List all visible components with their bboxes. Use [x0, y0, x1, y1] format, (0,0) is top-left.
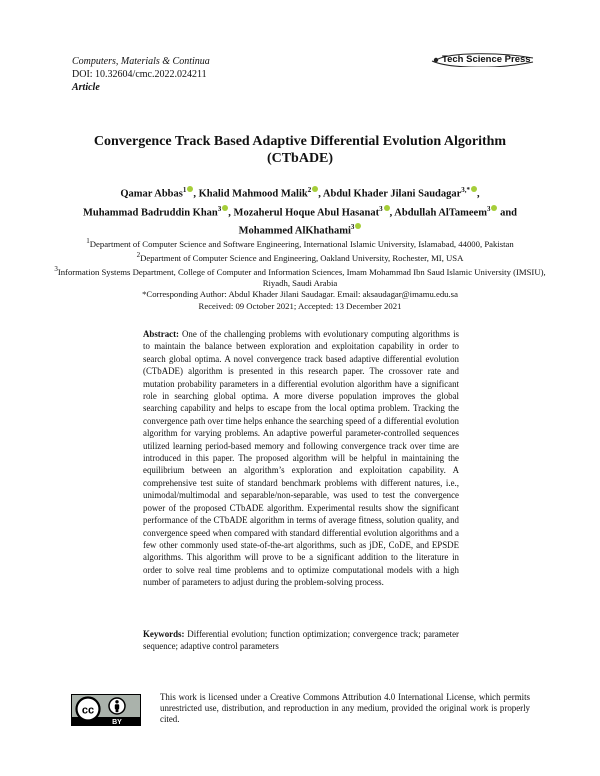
affiliation-text: Information Systems Department, College of Computer and Information Sciences, Imam Mohammad Ibn Saud Islamic University (IMSIU), Riyadh, Saudi Arabia [57, 267, 546, 289]
author-separator: , [318, 188, 321, 200]
author-separator: , [193, 188, 196, 200]
keywords-text: Differential evolution; function optimization; convergence track; parameter sequence; adaptive control parameters [143, 629, 459, 652]
abstract [143, 328, 459, 589]
author-sup: 3 [379, 204, 383, 213]
affiliation-item [40, 264, 560, 289]
abstract-text: One of the challenging problems with evolutionary computing algorithms is to maintain the balance between exploration and exploitation capability in order to search global optima. A novel convergence track based adaptive differential evolution (CTbADE) algorithm is presented in this research paper. The crossover rate and mutation probability parameters in a differential evolution algorithm have a significant role in searching global optima. A more diverse population improves the global searching capability and helps to escape from the local optima problem. Tracking the convergence path over time helps enhance the searching speed of a differential evolution algorithm for varying problems. An adaptive powerful parameter-controlled sequences utilized learning period-based memory and following convergence track over time are introduced in this paper. The proposed algorithm will be helpful in maintaining the equilibrium between an algorithm’s exploration and exploitation capability. A comprehensive test suite of standard benchmark problems with different natures, i.e., unimodal/multimodal and separable/non-separable, was used to test the convergence power of the proposed CTbADE algorithm. Experimental results show the significant performance of the CTbADE algorithm in terms of average fitness, solution quality, and convergence speed when compared with standard differential evolution algorithms and a few other commonly used state-of-the-art algorithms, such as jDE, CoDE, and EPSDE algorithms. This algorithm will prove to be a significant addition to the literature in order to solve real time problems and to optimize computational models with a high number of parameters to adjust during the problem-solving process. [143, 329, 460, 588]
author-separator: , [477, 188, 480, 200]
affiliations [40, 236, 560, 312]
corresponding-author: *Corresponding Author: Abdul Khader Jilani Saudagar. Email: aksaudagar@imamu.edu.sa [142, 289, 458, 300]
affiliation-sup: 2 [136, 251, 141, 260]
license-text: This work is licensed under a Creative Commons Attribution 4.0 International License, which permits unrestricted use, distribution, and reproduction in any medium, provided the original work is properly cited. [160, 692, 530, 725]
article-type: Article [72, 82, 100, 93]
author-name: Abdul Khader Jilani Saudagar [322, 188, 462, 200]
author-sup: 3 [486, 204, 491, 213]
paper-title: Convergence Track Based Adaptive Differential Evolution Algorithm (CTbADE) [93, 134, 507, 166]
orcid-icon[interactable] [355, 223, 361, 229]
affiliation-item [40, 236, 560, 250]
publisher-name: Tech Science Press [442, 54, 531, 65]
author-sup: 3,* [461, 186, 471, 194]
received-dates: Received: 09 October 2021; Accepted: 13 December 2021 [198, 300, 402, 311]
affiliation-text: Department of Computer Science and Software Engineering, International Islamic University, Islamabad, 44000, Pakistan [89, 238, 514, 249]
author-name: Qamar Abbas [120, 188, 183, 200]
affiliation-sup: 3 [54, 265, 58, 274]
author-separator: , [228, 207, 231, 218]
author-separator: , [389, 207, 393, 218]
affiliation-item [40, 250, 560, 264]
keywords [143, 628, 459, 653]
author-sup: 3 [217, 204, 222, 213]
author-name: Abdullah AlTameem [394, 207, 487, 218]
author-sup: 1 [182, 186, 187, 194]
author-name: Khalid Mahmood Malik [198, 188, 308, 200]
author-sup: 3 [350, 223, 355, 231]
journal-header [72, 55, 210, 94]
affiliation-sup: 1 [86, 237, 90, 245]
journal-name: Computers, Materials & Continua [72, 56, 210, 67]
orcid-icon[interactable] [491, 205, 497, 211]
publisher-logo [430, 53, 534, 67]
author-list [70, 183, 530, 239]
abstract-label: Abstract: [143, 329, 179, 339]
cc-mark-text: cc [81, 704, 95, 717]
doi[interactable]: DOI: 10.32604/cmc.2022.024211 [72, 69, 207, 80]
author-name: Muhammad Badruddin Khan [82, 207, 218, 218]
keywords-label: Keywords: [143, 629, 185, 639]
author-sup: 2 [307, 186, 312, 194]
author-name: Mohammed AlKhathami [238, 225, 351, 237]
author-separator: and [500, 207, 518, 218]
cc-license-badge[interactable] [71, 694, 141, 726]
cc-by-icon [72, 695, 140, 725]
affiliation-text: Department of Computer Science and Engineering, Oakland University, Rochester, MI, USA [140, 252, 464, 263]
by-label: BY [112, 718, 122, 725]
author-name: Mozaherul Hoque Abul Hasanat [233, 207, 380, 218]
